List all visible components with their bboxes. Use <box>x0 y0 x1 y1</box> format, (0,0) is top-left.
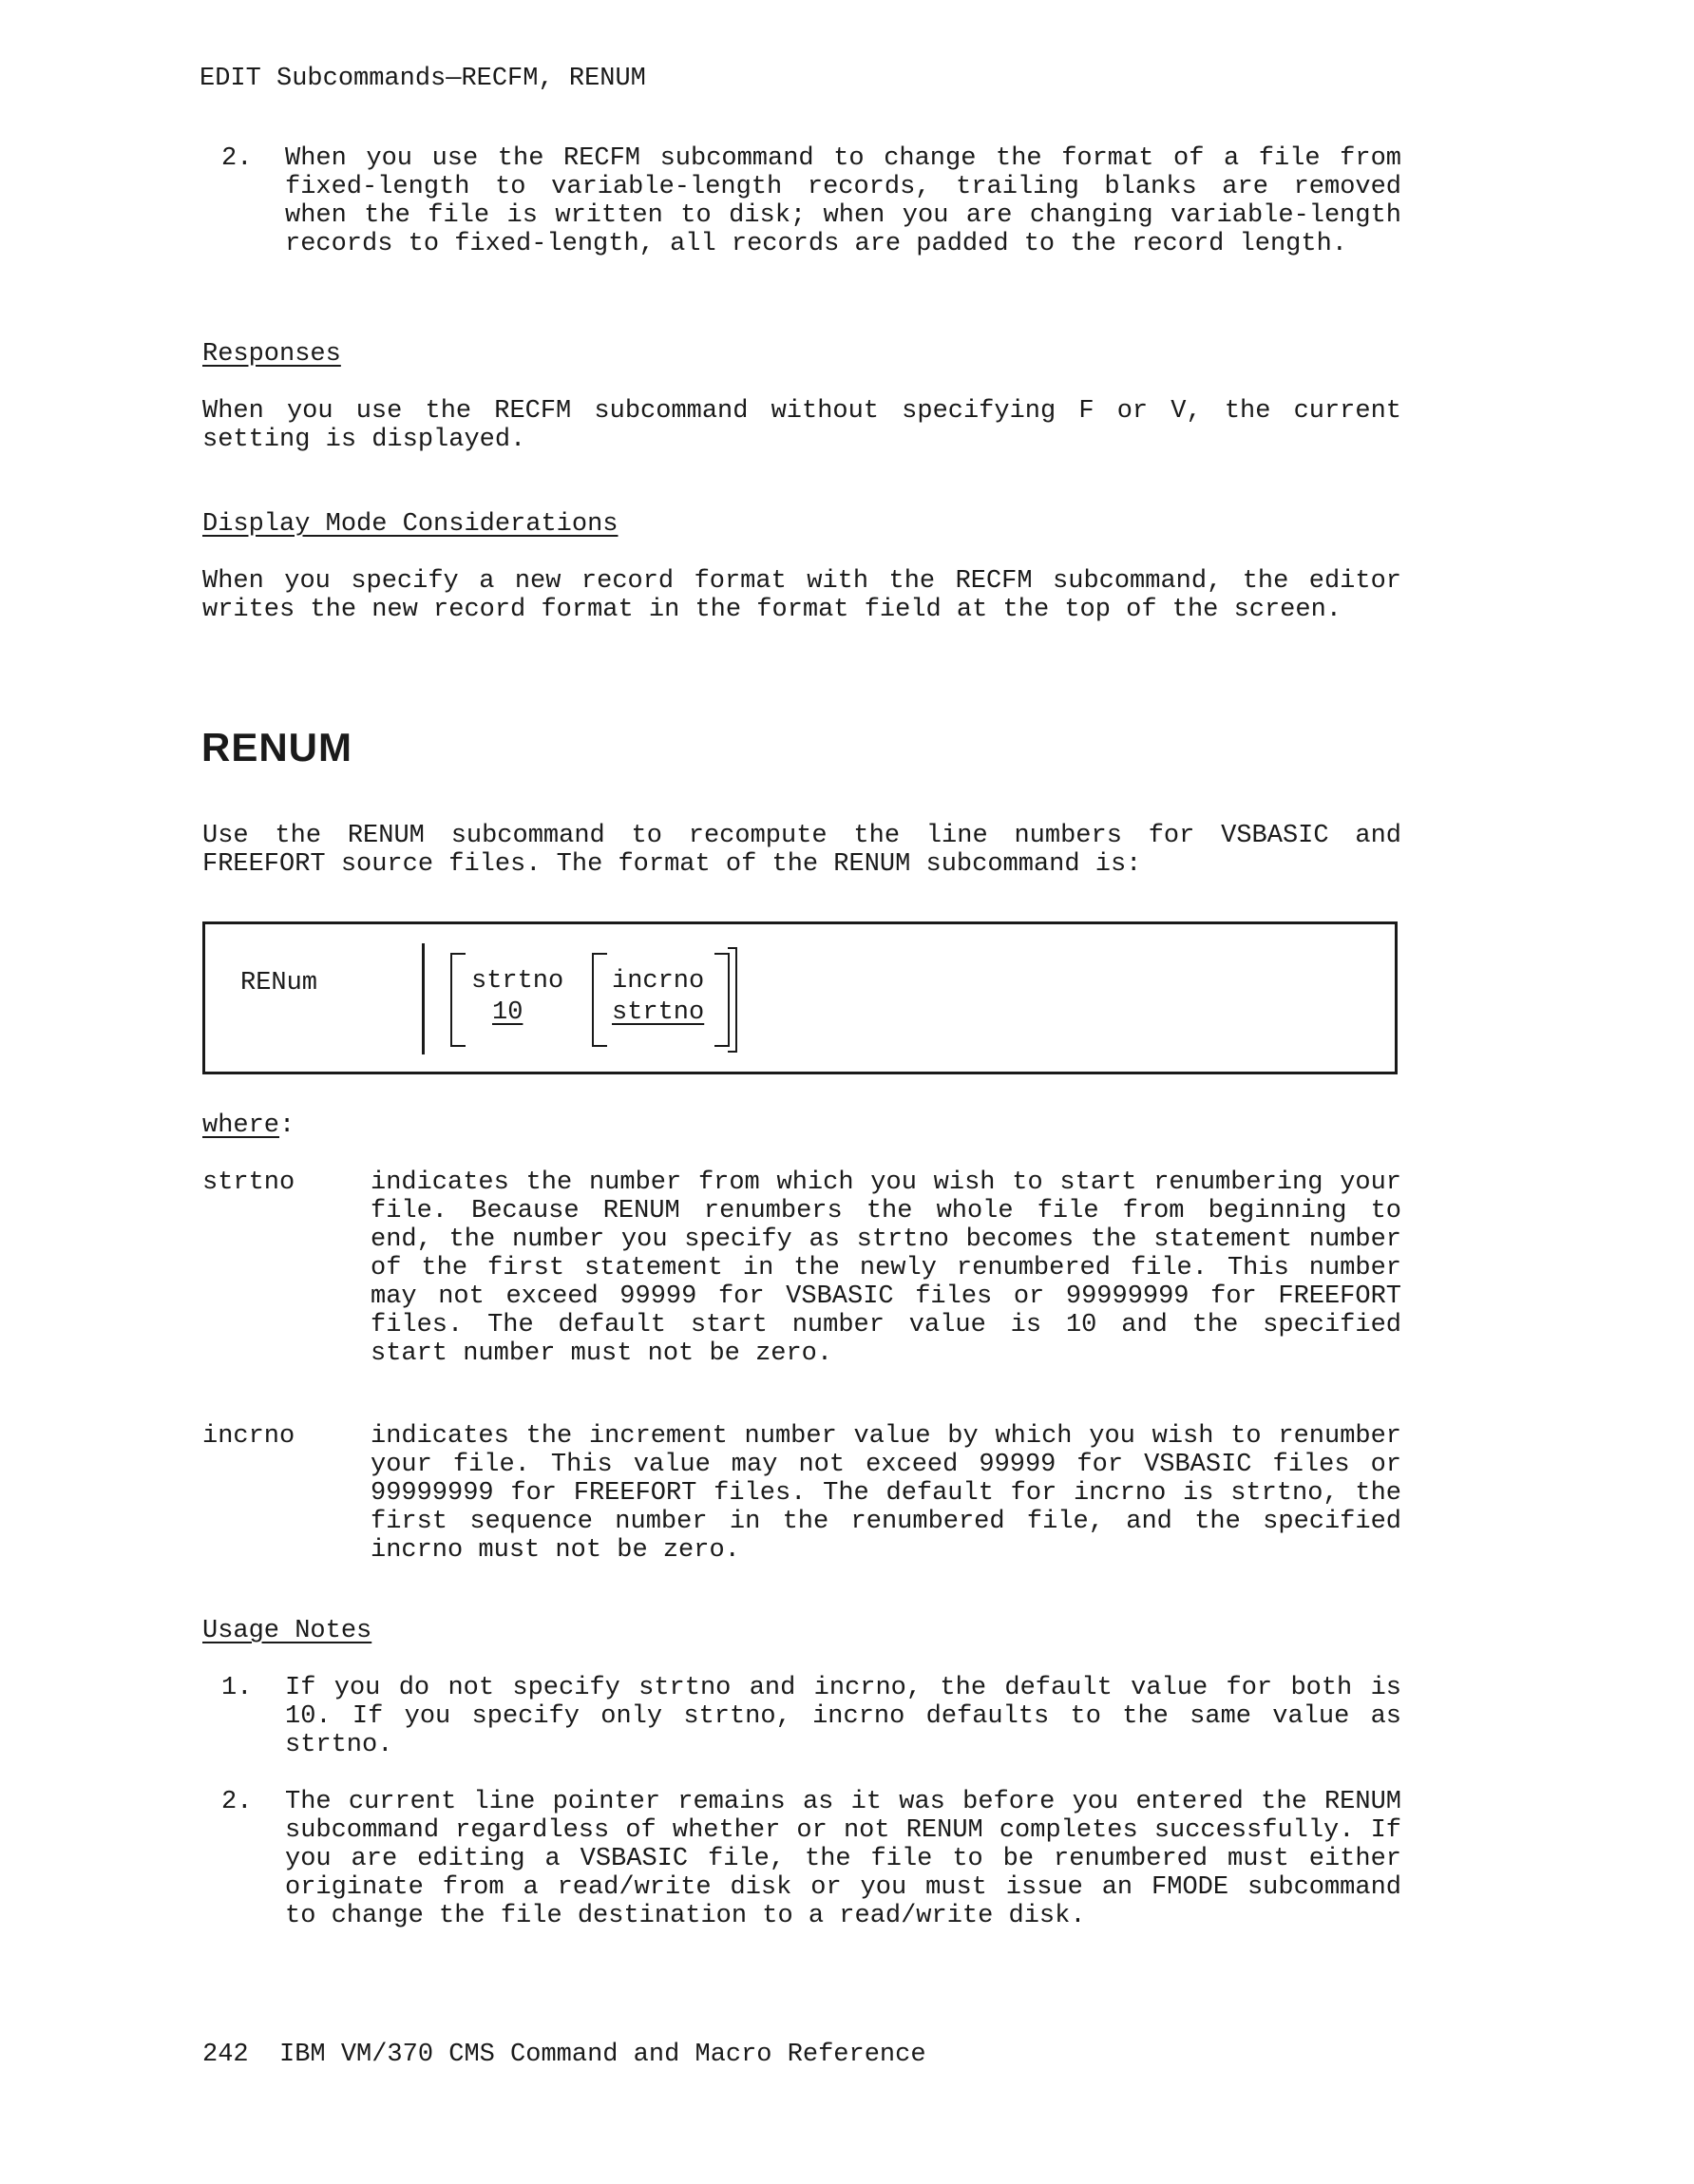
operand-incrno-description: indicates the increment number value by which you wish to renumber your file. This value may not exceed 99999 for VSBASIC files or 99999999 for FREEFORT files. The default for incrno is strtno, the first sequence number in the renumbered file, and the specified incrno must not be zero. <box>371 1422 1401 1565</box>
display-mode-heading: Display Mode Considerations <box>202 510 619 539</box>
footer-title: IBM VM/370 CMS Command and Macro Reference <box>279 2041 926 2069</box>
where-colon: : <box>279 1111 295 1140</box>
display-mode-text: When you specify a new record format with the RECFM subcommand, the editor writes the new record format in the format field at the top of the screen. <box>202 567 1401 624</box>
responses-heading: Responses <box>202 340 341 369</box>
running-header: EDIT Subcommands—RECFM, RENUM <box>200 65 646 93</box>
usage-notes-heading: Usage Notes <box>202 1617 372 1645</box>
syntax-incrno-default: strtno <box>612 998 705 1027</box>
responses-text: When you use the RECFM subcommand without specifying F or V, the current setting is displayed. <box>202 397 1401 454</box>
page-footer <box>202 2041 926 2069</box>
recfm-note-2-number: 2. <box>221 144 253 173</box>
recfm-note-2-text: When you use the RECFM subcommand to change the format of a file from fixed-length to variable-length records, trailing blanks are removed when the file is written to disk; when you are changing variable-length records to fixed-length, all records are padded to the record length. <box>285 144 1401 258</box>
usage-note-1-number: 1. <box>221 1674 253 1702</box>
usage-note-2-number: 2. <box>221 1788 253 1816</box>
syntax-strtno: strtno <box>471 967 564 996</box>
operand-strtno-description: indicates the number from which you wish to start renumbering your file. Because RENUM renumbers the whole file from beginning to end, the number you specify as strtno becomes the statement number of the first statement in the newly renumbered file. This number may not exceed 99999 for VSBASIC files or 99999999 for FREEFORT files. The default start number value is 10 and the specified start number must not be zero. <box>371 1168 1401 1368</box>
where-word: where <box>202 1111 280 1140</box>
operand-incrno-name: incrno <box>202 1422 295 1451</box>
page-number: 242 <box>202 2041 249 2069</box>
usage-note-2-text: The current line pointer remains as it was before you entered the RENUM subcommand regardless of whether or not RENUM completes successfully. If you are editing a VSBASIC file, the file to be renumbered must either originate from a read/write disk or you must issue an FMODE subcommand to change the file destination to a read/write disk. <box>285 1788 1401 1930</box>
operand-strtno-name: strtno <box>202 1168 295 1197</box>
syntax-command: RENum <box>240 969 318 997</box>
syntax-box <box>202 921 1398 1074</box>
incrno-bracket-left <box>592 953 607 1047</box>
where-label <box>202 1111 295 1140</box>
syntax-separator <box>422 943 425 1054</box>
syntax-strtno-default: 10 <box>492 998 523 1027</box>
syntax-incrno: incrno <box>612 967 705 996</box>
renum-intro: Use the RENUM subcommand to recompute the line numbers for VSBASIC and FREEFORT source files. The format of the RENUM subcommand is: <box>202 822 1401 879</box>
usage-note-1-text: If you do not specify strtno and incrno, the default value for both is 10. If you specify only strtno, incrno defaults to the same value as strtno. <box>285 1674 1401 1759</box>
outer-bracket-right <box>728 947 737 1053</box>
strtno-bracket <box>450 953 466 1047</box>
renum-heading: RENUM <box>201 725 352 769</box>
